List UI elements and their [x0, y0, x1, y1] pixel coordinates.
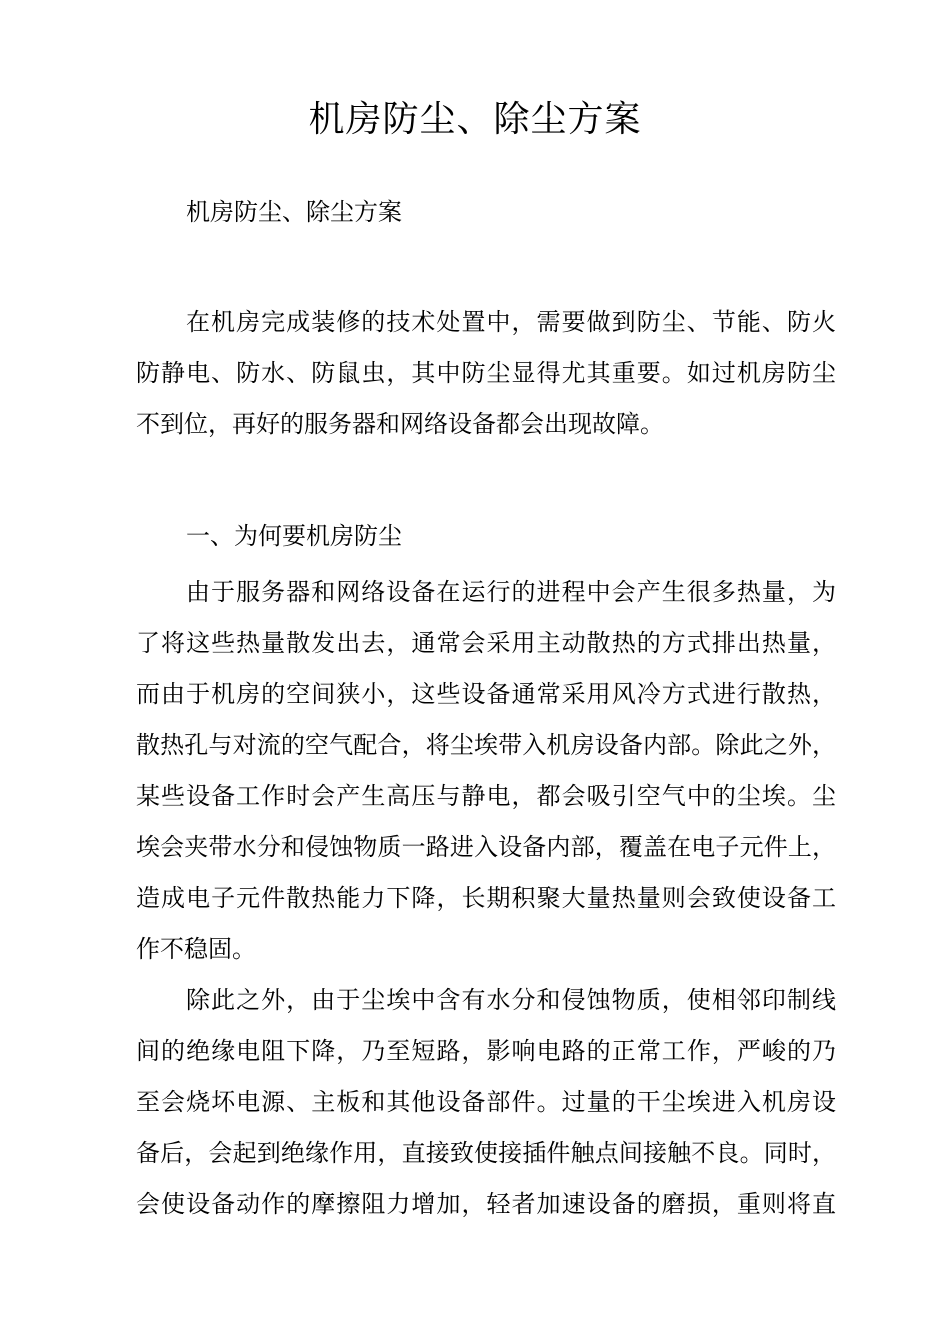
section-heading: 一、为何要机房防尘: [186, 522, 402, 550]
paragraph-line: 由于服务器和网络设备在运行的进程中会产生很多热量，为: [186, 578, 836, 606]
paragraph-line: 埃会夹带水分和侵蚀物质一路进入设备内部，覆盖在电子元件上，: [136, 833, 836, 861]
document-subtitle: 机房防尘、除尘方案: [186, 198, 402, 226]
intro-line: 不到位，再好的服务器和网络设备都会出现故障。: [136, 410, 664, 438]
paragraph-line: 作不稳固。: [136, 935, 256, 963]
paragraph-line: 至会烧坏电源、主板和其他设备部件。过量的干尘埃进入机房设: [136, 1088, 836, 1116]
paragraph-line: 散热孔与对流的空气配合，将尘埃带入机房设备内部。除此之外，: [136, 731, 836, 759]
paragraph-line: 而由于机房的空间狭小，这些设备通常采用风冷方式进行散热，: [136, 680, 836, 708]
paragraph-line: 间的绝缘电阻下降，乃至短路，影响电路的正常工作，严峻的乃: [136, 1037, 836, 1065]
intro-line: 在机房完成装修的技术处置中，需要做到防尘、节能、防火: [186, 308, 836, 336]
paragraph-line: 某些设备工作时会产生高压与静电，都会吸引空气中的尘埃。尘: [136, 782, 836, 810]
paragraph-line: 造成电子元件散热能力下降，长期积聚大量热量则会致使设备工: [136, 884, 836, 912]
intro-line: 防静电、防水、防鼠虫，其中防尘显得尤其重要。如过机房防尘: [136, 359, 836, 387]
paragraph-line: 会使设备动作的摩擦阻力增加，轻者加速设备的磨损，重则将直: [136, 1190, 836, 1218]
paragraph-line: 了将这些热量散发出去，通常会采用主动散热的方式排出热量，: [136, 629, 836, 657]
document-title: 机房防尘、除尘方案: [308, 99, 642, 140]
paragraph-line: 备后，会起到绝缘作用，直接致使接插件触点间接触不良。同时，: [136, 1139, 836, 1167]
paragraph-line: 除此之外，由于尘埃中含有水分和侵蚀物质，使相邻印制线: [186, 986, 836, 1014]
